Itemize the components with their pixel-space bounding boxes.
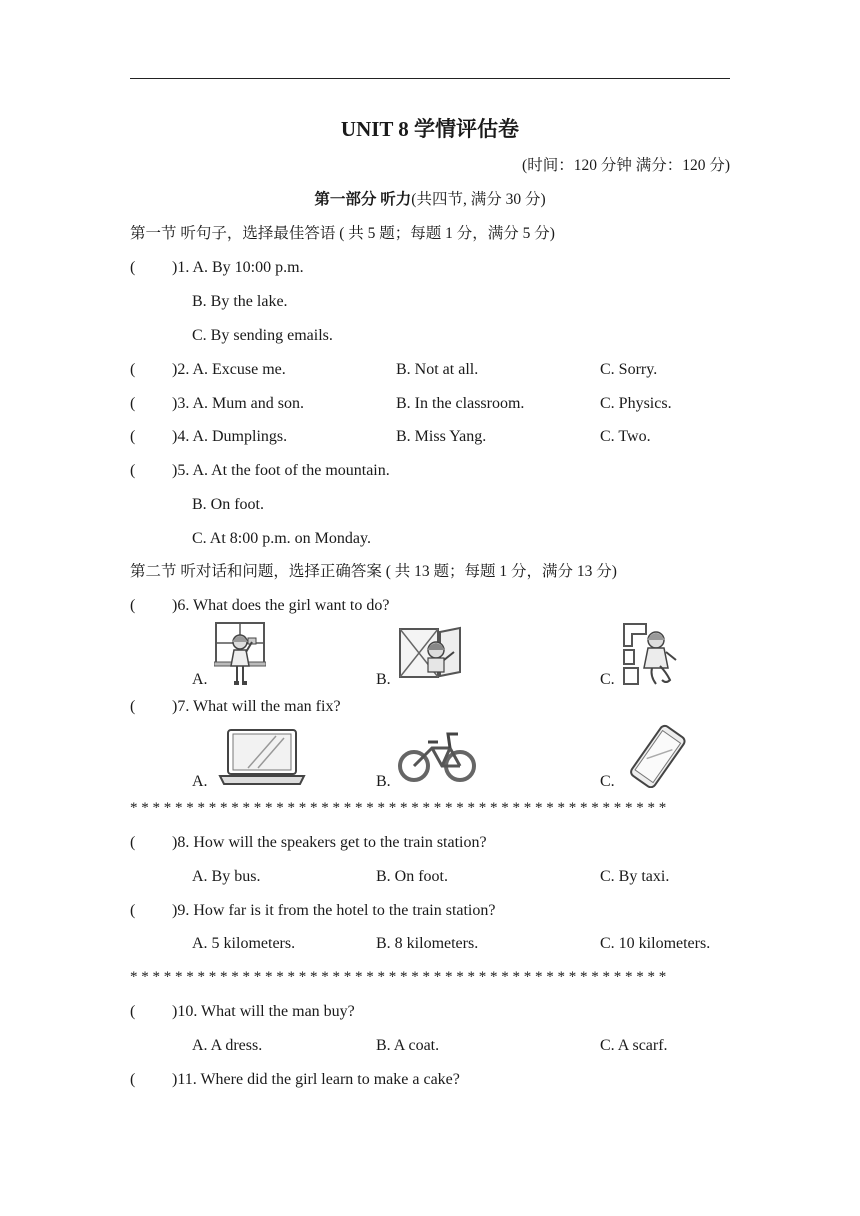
answer-paren[interactable]: (	[130, 1071, 136, 1088]
answer-paren[interactable]: (	[130, 902, 136, 919]
q2-stem: )2. A. Excuse me.	[172, 361, 286, 378]
part-one-bold: 第一部分 听力	[314, 191, 412, 208]
q7-option-c: C.	[600, 773, 615, 790]
q4-stem: )4. A. Dumplings.	[172, 428, 288, 445]
bicycle-icon	[398, 726, 478, 784]
separator-stars: * * * * * * * * * * * * * * * * * * * * * * * * * * * * * * * * * * * * * * * * * * * * * * * *	[130, 800, 667, 816]
q1-stem: )1. A. By 10:00 p.m.	[172, 259, 304, 276]
answer-paren[interactable]: (	[130, 698, 136, 715]
q7-option-b: B.	[376, 773, 391, 790]
q11-stem: )11. Where did the girl learn to make a cake?	[172, 1071, 460, 1088]
q4-option-b: B. Miss Yang.	[396, 428, 487, 445]
answer-paren[interactable]: (	[130, 462, 136, 479]
header-rule	[130, 78, 730, 79]
q8-option-c: C. By taxi.	[600, 868, 670, 885]
part-one-heading	[0, 190, 860, 210]
answer-paren[interactable]: (	[130, 259, 136, 276]
q1-option-c: C. By sending emails.	[192, 327, 333, 344]
q2-option-b: B. Not at all.	[396, 361, 479, 378]
section-one-heading: 第一节 听句子，选择最佳答语 ( 共 5 题；每题 1 分，满分 5 分)	[130, 225, 555, 242]
q7-stem: )7. What will the man fix?	[172, 698, 341, 715]
q6-option-c: C.	[600, 671, 615, 688]
q8-option-a: A. By bus.	[192, 868, 261, 885]
q3-option-b: B. In the classroom.	[396, 395, 525, 412]
separator-stars: * * * * * * * * * * * * * * * * * * * * * * * * * * * * * * * * * * * * * * * * * * * * * * * *	[130, 969, 667, 985]
smartphone-icon	[628, 724, 686, 788]
q8-stem: )8. How will the speakers get to the train station?	[172, 834, 487, 851]
q9-stem: )9. How far is it from the hotel to the train station?	[172, 902, 496, 919]
part-one-rest: (共四节, 满分 30 分)	[411, 191, 546, 208]
answer-paren[interactable]: (	[130, 428, 136, 445]
q3-option-c: C. Physics.	[600, 395, 672, 412]
q10-option-c: C. A scarf.	[600, 1037, 668, 1054]
q6-stem: )6. What does the girl want to do?	[172, 597, 390, 614]
girl-at-door-icon	[622, 622, 680, 686]
q10-option-a: A. A dress.	[192, 1037, 263, 1054]
q6-option-a: A.	[192, 671, 208, 688]
girl-cleaning-window-icon	[214, 622, 266, 686]
answer-paren[interactable]: (	[130, 834, 136, 851]
laptop-icon	[218, 728, 306, 786]
answer-paren[interactable]: (	[130, 597, 136, 614]
q9-option-b: B. 8 kilometers.	[376, 935, 479, 952]
section-two-heading: 第二节 听对话和问题，选择正确答案 ( 共 13 题；每题 1 分，满分 13 分)	[130, 563, 617, 580]
q10-option-b: B. A coat.	[376, 1037, 440, 1054]
q1-option-b: B. By the lake.	[192, 293, 288, 310]
page-title: UNIT 8 学情评估卷	[340, 117, 520, 141]
q9-option-c: C. 10 kilometers.	[600, 935, 711, 952]
answer-paren[interactable]: (	[130, 395, 136, 412]
q9-option-a: A. 5 kilometers.	[192, 935, 296, 952]
q5-option-c: C. At 8:00 p.m. on Monday.	[192, 530, 371, 547]
q3-stem: )3. A. Mum and son.	[172, 395, 304, 412]
q2-option-c: C. Sorry.	[600, 361, 658, 378]
girl-opening-window-icon	[398, 626, 464, 680]
q8-option-b: B. On foot.	[376, 868, 448, 885]
time-info: (时间：120 分钟 满分：120 分)	[522, 157, 730, 174]
q7-option-a: A.	[192, 773, 208, 790]
q6-option-b: B.	[376, 671, 391, 688]
q5-option-b: B. On foot.	[192, 496, 264, 513]
answer-paren[interactable]: (	[130, 361, 136, 378]
answer-paren[interactable]: (	[130, 1003, 136, 1020]
q10-stem: )10. What will the man buy?	[172, 1003, 355, 1020]
q5-stem: )5. A. At the foot of the mountain.	[172, 462, 390, 479]
q4-option-c: C. Two.	[600, 428, 651, 445]
